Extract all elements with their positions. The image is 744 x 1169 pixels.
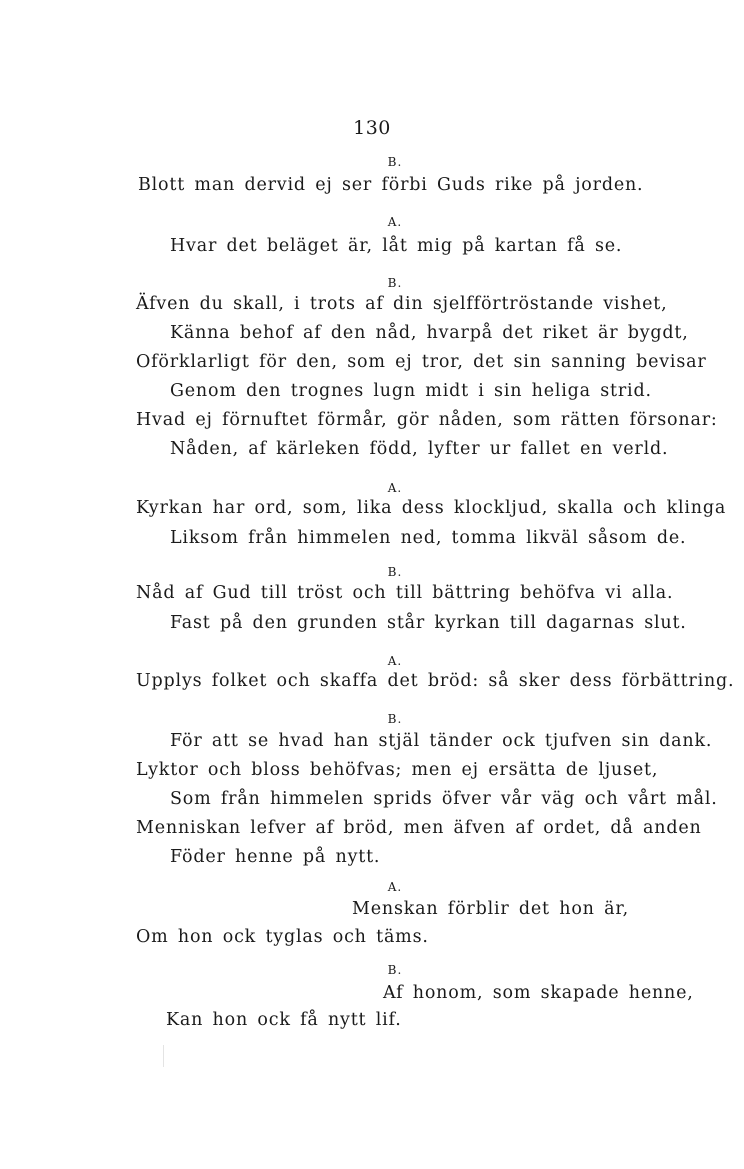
speaker-label: A. xyxy=(387,880,403,894)
speaker-label: B. xyxy=(387,712,403,726)
speaker-label: B. xyxy=(387,963,403,977)
verse-line: Föder henne på nytt. xyxy=(170,847,381,867)
verse-line: Känna behof af den nåd, hvarpå det riket är bygdt, xyxy=(170,323,689,343)
verse-line: Af honom, som skapade henne, xyxy=(383,983,694,1003)
verse-line: Som från himmelen sprids öfver vår väg och vårt mål. xyxy=(170,789,718,809)
speaker-label: B. xyxy=(387,276,403,290)
speaker-label: A. xyxy=(387,654,403,668)
verse-line: Nåd af Gud till tröst och till bättring behöfva vi alla. xyxy=(136,583,674,603)
verse-line: Fast på den grunden står kyrkan till dagarnas slut. xyxy=(170,613,687,633)
verse-line: Lyktor och bloss behöfvas; men ej ersätta de ljuset, xyxy=(136,760,659,780)
page-number: 130 xyxy=(353,117,391,139)
verse-line: Menniskan lefver af bröd, men äfven af ordet, då anden xyxy=(136,818,702,838)
verse-line: Genom den trognes lugn midt i sin heliga strid. xyxy=(170,381,652,401)
margin-mark xyxy=(163,1045,164,1067)
speaker-label: A. xyxy=(387,215,403,229)
verse-line: För att se hvad han stjäl tänder ock tjufven sin dank. xyxy=(170,731,713,751)
verse-line: Blott man dervid ej ser förbi Guds rike på jorden. xyxy=(138,175,644,195)
speaker-label: A. xyxy=(387,481,403,495)
verse-line: Äfven du skall, i trots af din sjelfförtröstande vishet, xyxy=(136,294,668,314)
verse-line: Hvar det beläget är, låt mig på kartan få se. xyxy=(170,236,623,256)
verse-line: Om hon ock tyglas och täms. xyxy=(136,927,429,947)
speaker-label: B. xyxy=(387,155,403,169)
verse-line: Oförklarligt för den, som ej tror, det sin sanning bevisar xyxy=(136,352,707,372)
verse-line: Kan hon ock få nytt lif. xyxy=(166,1010,402,1030)
verse-line: Menskan förblir det hon är, xyxy=(352,899,629,919)
verse-line: Upplys folket och skaffa det bröd: så sker dess förbättring. xyxy=(136,671,735,691)
speaker-label: B. xyxy=(387,565,403,579)
verse-line: Hvad ej förnuftet förmår, gör nåden, som rätten försonar: xyxy=(136,410,718,430)
verse-line: Nåden, af kärleken född, lyfter ur fallet en verld. xyxy=(170,439,669,459)
verse-line: Kyrkan har ord, som, lika dess klockljud, skalla och klinga xyxy=(136,498,727,518)
verse-line: Liksom från himmelen ned, tomma likväl såsom de. xyxy=(170,528,687,548)
